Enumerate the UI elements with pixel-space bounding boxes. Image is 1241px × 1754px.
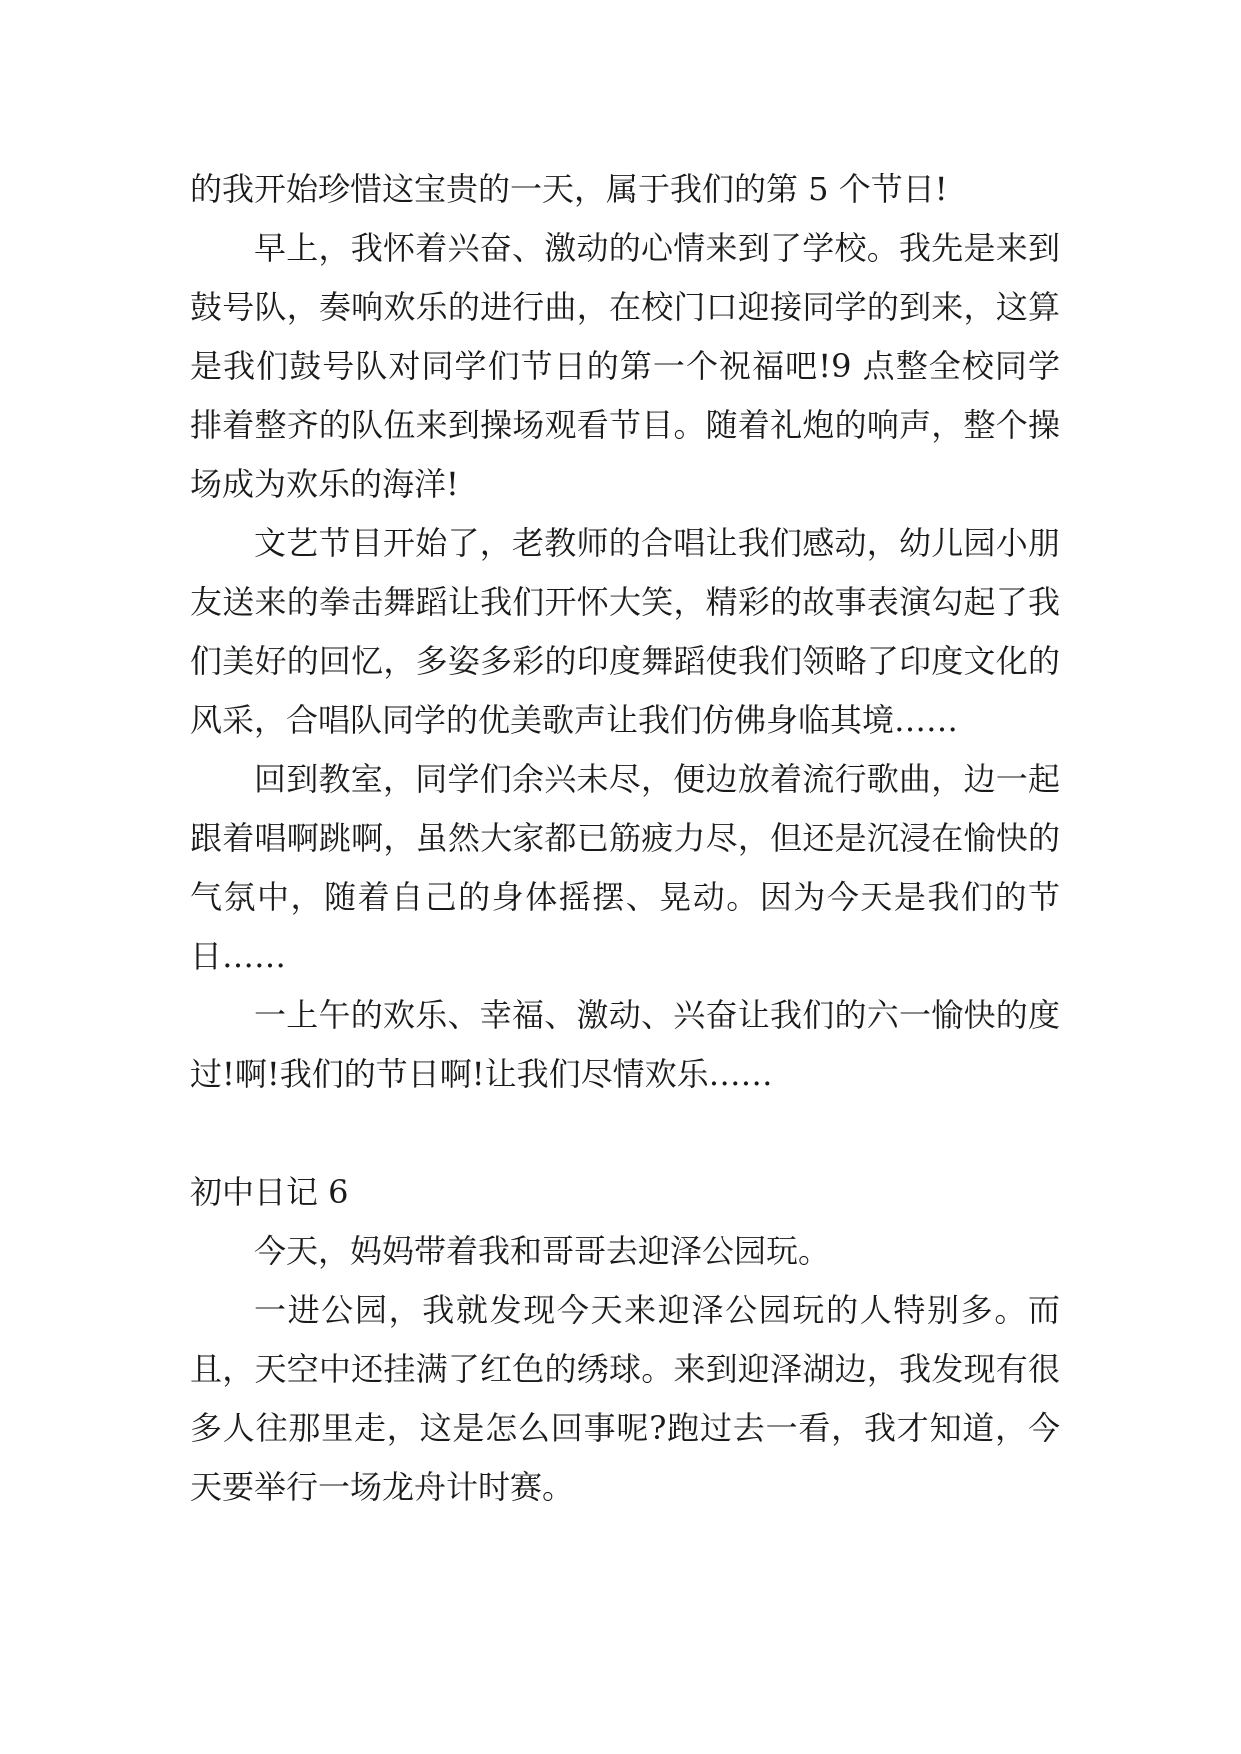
paragraph-morning: 早上，我怀着兴奋、激动的心情来到了学校。我先是来到鼓号队，奏响欢乐的进行曲，在校门口迎接同学的到来，这算是我们鼓号队对同学们节日的第一个祝福吧!9 点整全校同学排着整齐的队伍来到操场观看节目。随着礼炮的响声，整个操场成为欢乐的海洋! — [190, 229, 1060, 503]
section-spacer — [190, 1104, 1060, 1163]
paragraph-classroom: 回到教室，同学们余兴未尽，便边放着流行歌曲，边一起跟着唱啊跳啊，虽然大家都已筋疲力尽，但还是沉浸在愉快的气氛中，随着自己的身体摇摆、晃动。因为今天是我们的节日…… — [190, 760, 1060, 975]
document-body — [190, 160, 1060, 1517]
paragraph-park-intro: 今天，妈妈带着我和哥哥去迎泽公园玩。 — [254, 1232, 831, 1270]
paragraph-park-visit: 一进公园，我就发现今天来迎泽公园玩的人特别多。而且，天空中还挂满了红色的绣球。来到迎泽湖边，我发现有很多人往那里走，这是怎么回事呢?跑过去一看，我才知道，今天要举行一场龙舟计时赛。 — [190, 1291, 1060, 1506]
paragraph-conclusion: 一上午的欢乐、幸福、激动、兴奋让我们的六一愉快的度过!啊!我们的节日啊!让我们尽情欢乐…… — [190, 996, 1060, 1093]
paragraph-continuation: 的我开始珍惜这宝贵的一天，属于我们的第 5 个节日! — [190, 170, 948, 208]
diary-title: 初中日记 6 — [190, 1173, 349, 1211]
paragraph-performance: 文艺节目开始了，老教师的合唱让我们感动，幼儿园小朋友送来的拳击舞蹈让我们开怀大笑，精彩的故事表演勾起了我们美好的回忆，多姿多彩的印度舞蹈使我们领略了印度文化的风采，合唱队同学的优美歌声让我们仿佛身临其境…… — [190, 524, 1060, 739]
